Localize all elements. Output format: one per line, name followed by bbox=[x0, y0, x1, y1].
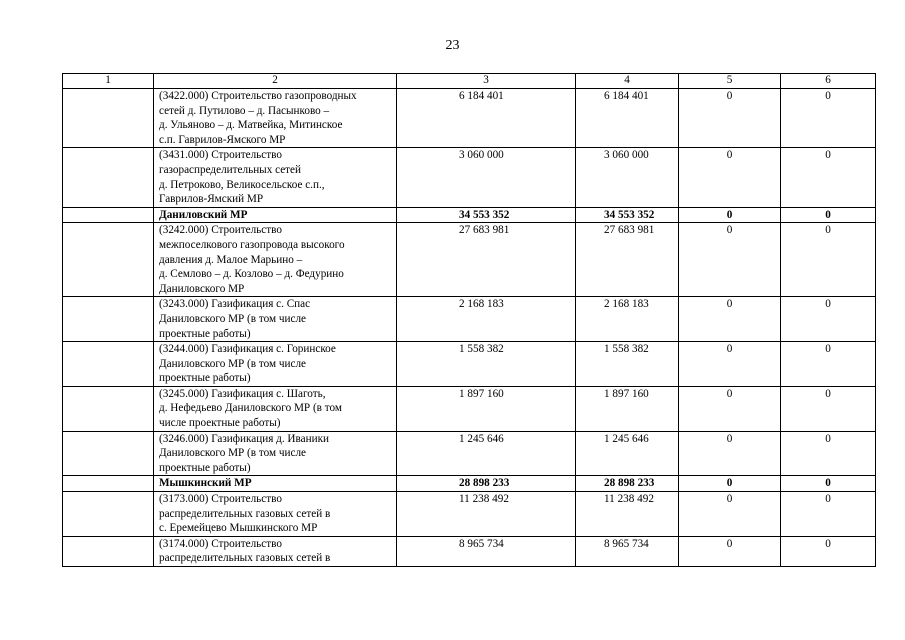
column-header-5: 5 bbox=[679, 74, 781, 89]
cell-col-5: 0 bbox=[679, 476, 781, 492]
table-row bbox=[63, 148, 876, 207]
cell-col-4: 1 558 382 bbox=[576, 342, 679, 387]
cell-description: (3243.000) Газификация с. Спас Даниловского МР (в том числе проектные работы) bbox=[154, 297, 397, 342]
cell-col-1 bbox=[63, 207, 154, 223]
column-header-4: 4 bbox=[576, 74, 679, 89]
cell-col-4: 34 553 352 bbox=[576, 207, 679, 223]
cell-col-6: 0 bbox=[781, 386, 876, 431]
page-number: 23 bbox=[445, 38, 460, 53]
cell-col-5: 0 bbox=[679, 342, 781, 387]
cell-col-5: 0 bbox=[679, 386, 781, 431]
cell-col-6: 0 bbox=[781, 207, 876, 223]
cell-col-3: 3 060 000 bbox=[397, 148, 576, 207]
cell-col-4: 27 683 981 bbox=[576, 223, 679, 297]
cell-col-5: 0 bbox=[679, 431, 781, 476]
cell-col-1 bbox=[63, 386, 154, 431]
cell-description: (3245.000) Газификация с. Шаготь, д. Нефедьево Даниловского МР (в том числе проектные работы) bbox=[154, 386, 397, 431]
cell-col-1 bbox=[63, 342, 154, 387]
cell-col-3: 1 897 160 bbox=[397, 386, 576, 431]
cell-col-6: 0 bbox=[781, 536, 876, 566]
cell-col-4: 6 184 401 bbox=[576, 89, 679, 148]
table-row bbox=[63, 431, 876, 476]
budget-table bbox=[62, 73, 876, 567]
cell-col-4: 11 238 492 bbox=[576, 492, 679, 537]
cell-description: (3422.000) Строительство газопроводных сетей д. Путилово – д. Пасынково – д. Ульяново – д. Матвейка, Митинское с.п. Гаврилов-Ямского МР bbox=[154, 89, 397, 148]
cell-description: (3431.000) Строительство газораспределительных сетей д. Петроково, Великосельское с.п., Гаврилов-Ямский МР bbox=[154, 148, 397, 207]
cell-description: (3246.000) Газификация д. Иваники Даниловского МР (в том числе проектные работы) bbox=[154, 431, 397, 476]
cell-col-3: 28 898 233 bbox=[397, 476, 576, 492]
cell-col-6: 0 bbox=[781, 89, 876, 148]
cell-col-3: 27 683 981 bbox=[397, 223, 576, 297]
cell-col-6: 0 bbox=[781, 342, 876, 387]
table-row-subtotal bbox=[63, 476, 876, 492]
cell-col-1 bbox=[63, 89, 154, 148]
cell-col-5: 0 bbox=[679, 89, 781, 148]
cell-col-6: 0 bbox=[781, 492, 876, 537]
cell-col-6: 0 bbox=[781, 476, 876, 492]
cell-col-5: 0 bbox=[679, 148, 781, 207]
cell-col-1 bbox=[63, 476, 154, 492]
cell-col-4: 8 965 734 bbox=[576, 536, 679, 566]
cell-col-3: 11 238 492 bbox=[397, 492, 576, 537]
table-row bbox=[63, 223, 876, 297]
cell-col-5: 0 bbox=[679, 492, 781, 537]
cell-col-4: 1 897 160 bbox=[576, 386, 679, 431]
cell-description: (3244.000) Газификация с. Горинское Даниловского МР (в том числе проектные работы) bbox=[154, 342, 397, 387]
table-row bbox=[63, 536, 876, 566]
cell-col-3: 2 168 183 bbox=[397, 297, 576, 342]
column-header-1: 1 bbox=[63, 74, 154, 89]
cell-col-1 bbox=[63, 431, 154, 476]
cell-col-3: 1 558 382 bbox=[397, 342, 576, 387]
cell-description: Мышкинский МР bbox=[154, 476, 397, 492]
cell-description: Даниловский МР bbox=[154, 207, 397, 223]
cell-col-1 bbox=[63, 297, 154, 342]
cell-col-1 bbox=[63, 148, 154, 207]
cell-col-6: 0 bbox=[781, 297, 876, 342]
cell-col-4: 28 898 233 bbox=[576, 476, 679, 492]
column-header-3: 3 bbox=[397, 74, 576, 89]
cell-col-3: 6 184 401 bbox=[397, 89, 576, 148]
cell-col-6: 0 bbox=[781, 431, 876, 476]
table-row bbox=[63, 342, 876, 387]
cell-col-3: 8 965 734 bbox=[397, 536, 576, 566]
cell-col-1 bbox=[63, 492, 154, 537]
cell-description: (3174.000) Строительство распределительных газовых сетей в bbox=[154, 536, 397, 566]
table-row bbox=[63, 297, 876, 342]
table-row bbox=[63, 386, 876, 431]
column-header-2: 2 bbox=[154, 74, 397, 89]
table-row bbox=[63, 89, 876, 148]
table-body bbox=[63, 89, 876, 567]
cell-col-4: 1 245 646 bbox=[576, 431, 679, 476]
cell-col-3: 1 245 646 bbox=[397, 431, 576, 476]
cell-col-5: 0 bbox=[679, 223, 781, 297]
cell-col-5: 0 bbox=[679, 297, 781, 342]
table-header bbox=[63, 74, 876, 89]
cell-description: (3173.000) Строительство распределительных газовых сетей в с. Еремейцево Мышкинского МР bbox=[154, 492, 397, 537]
cell-col-5: 0 bbox=[679, 536, 781, 566]
cell-col-6: 0 bbox=[781, 223, 876, 297]
header-row bbox=[63, 74, 876, 89]
cell-description: (3242.000) Строительство межпоселкового газопровода высокого давления д. Малое Марьино – д. Семлово – д. Козлово – д. Федурино Даниловского МР bbox=[154, 223, 397, 297]
table-row bbox=[63, 492, 876, 537]
cell-col-1 bbox=[63, 223, 154, 297]
cell-col-1 bbox=[63, 536, 154, 566]
table-row-subtotal bbox=[63, 207, 876, 223]
cell-col-6: 0 bbox=[781, 148, 876, 207]
cell-col-4: 3 060 000 bbox=[576, 148, 679, 207]
cell-col-5: 0 bbox=[679, 207, 781, 223]
cell-col-4: 2 168 183 bbox=[576, 297, 679, 342]
column-header-6: 6 bbox=[781, 74, 876, 89]
cell-col-3: 34 553 352 bbox=[397, 207, 576, 223]
